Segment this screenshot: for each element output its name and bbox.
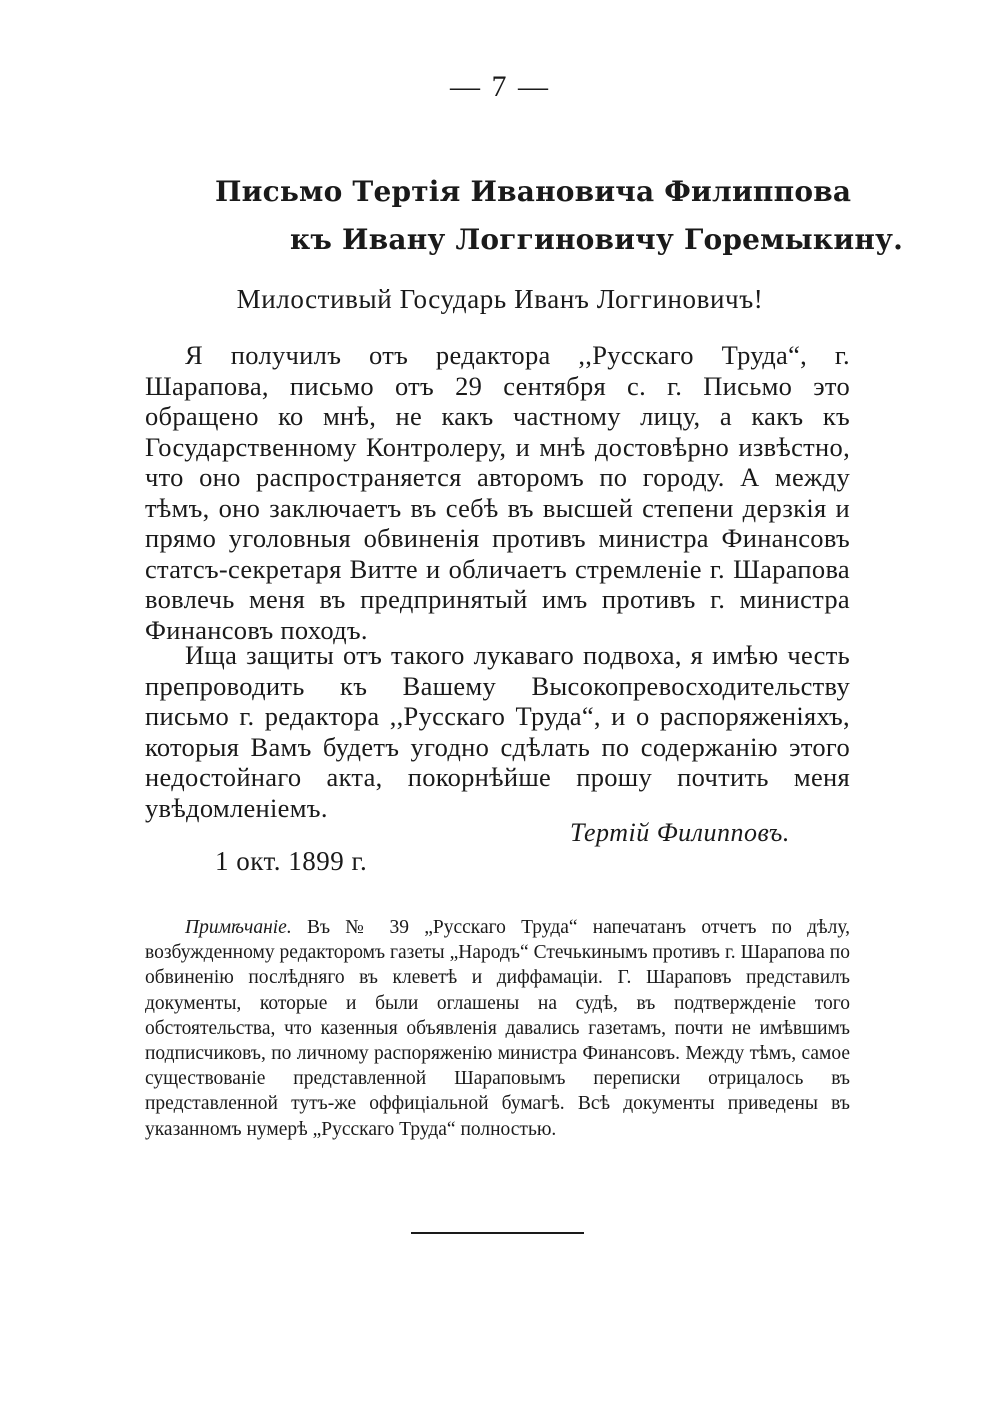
footnote-text: Въ № 39 „Русскаго Труда“ напечатанъ отчетъ по дѣлу, возбужденному редакторомъ газеты „Народъ“ Стечькинымъ противъ г. Шарапова по обвиненію послѣдняго въ клеветѣ и диффамаціи. Г. Шараповъ представилъ документы, которые и были оглашены на судѣ, въ подтвержденіе того обстоятельства, что казенныя объявленія давались газетамъ, почти не имѣвшимъ подписчиковъ, по личному распоряженію министра Финансовъ. Между тѣмъ, самое существованіе представленной Шараповымъ переписки отрицалось въ представленной тутъ-же оффиціальной бумагѣ. Всѣ документы приведены въ указанномъ нумерѣ „Русскаго Труда“ полностью. bbox=[145, 917, 851, 1140]
title-line-2: къ Ивану Логгиновичу Горемыкину. bbox=[290, 223, 904, 256]
letter-paragraph-1: Я получилъ отъ редактора ,,Русскаго Труда“, г. Шарапова, письмо отъ 29 сентября с. г. Письмо это обращено ко мнѣ, не какъ частному лицу, а какъ къ Государственному Контролеру, и мнѣ достовѣрно извѣстно, что оно распространяется авторомъ по городу. А между тѣмъ, оно заключаетъ въ себѣ въ высшей степени дерзкія и прямо уголовныя обвиненія противъ министра Финансовъ статсъ-секретаря Витте и обличаетъ стремленіе г. Шарапова вовлечь меня въ предпринятый имъ противъ г. министра Финансовъ походъ. bbox=[145, 340, 850, 645]
salutation: Милостивый Государь Иванъ Логгиновичъ! bbox=[236, 284, 764, 314]
footnote bbox=[145, 915, 850, 1142]
letter-paragraph-2: Ища защиты отъ такого лукаваго подвоха, я имѣю честь препроводить къ Вашему Высокопревосходительству письмо г. редактора ,,Русскаго Труда“, и о распоряженіяхъ, которыя Вамъ будетъ угодно сдѣлать по содержанію этого недостойнаго акта, покорнѣйше прошу почтить меня увѣдомленіемъ. bbox=[145, 640, 850, 823]
footnote-label: Примѣчаніе. bbox=[185, 917, 292, 938]
signature: Тертій Филипповъ. bbox=[570, 818, 790, 847]
page-number: — 7 — bbox=[450, 70, 550, 103]
title-line-1: Письмо Тертія Ивановича Филиппова bbox=[215, 175, 852, 208]
letter-date: 1 окт. 1899 г. bbox=[215, 846, 368, 876]
closing-rule bbox=[411, 1232, 584, 1234]
